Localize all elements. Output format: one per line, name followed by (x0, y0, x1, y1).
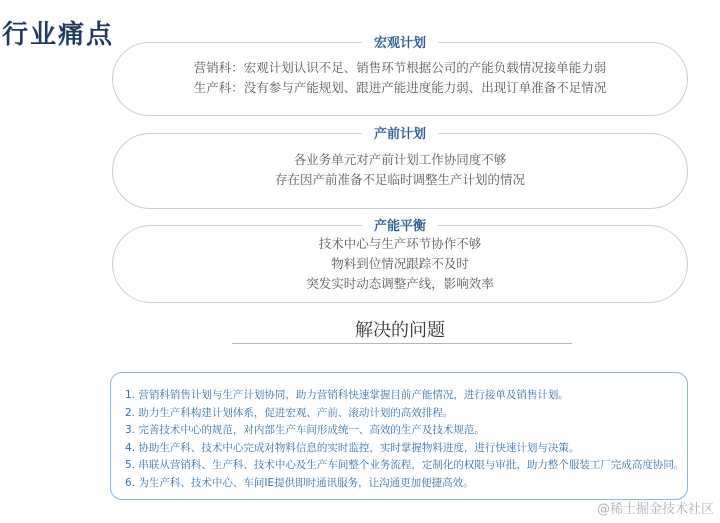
list-item: 5. 串联从营销科、生产科、技术中心及生产车间整个业务流程，定制化的权限与审批，助力整个服装工厂完成高度协同。 (125, 459, 685, 471)
section-lines (113, 150, 687, 190)
section-lines (113, 234, 687, 294)
section-line: 营销科：宏观计划认识不足、销售环节根据公司的产能负载情况接单能力弱 (193, 60, 607, 75)
section-title: 产前计划 (362, 123, 438, 142)
solution-divider (232, 343, 572, 344)
solution-list-box (110, 372, 688, 500)
section-title: 产能平衡 (362, 215, 438, 234)
list-item: 6. 为生产科、技术中心、车间IE提供即时通讯服务，让沟通更加便捷高效。 (125, 476, 474, 489)
pain-point-macro-plan (112, 36, 688, 116)
section-line: 存在因产前准备不足临时调整生产计划的情况 (274, 172, 525, 187)
list-item: 1. 营销科销售计划与生产计划协同，助力营销科快速掌握目前产能情况，进行接单及销售计划。 (125, 389, 569, 401)
section-lines (113, 58, 687, 98)
pain-point-preproduction-plan (112, 127, 688, 209)
watermark: @稀土掘金技术社区 (596, 502, 714, 517)
section-line: 物料到位情况跟踪不及时 (331, 256, 469, 271)
solution-title: 解决的问题 (355, 320, 445, 341)
page-title: 行业痛点 (2, 20, 115, 50)
list-item: 4. 协助生产科、技术中心完成对物料信息的实时监控，实时掌握物料进度，进行快速计划与决策。 (125, 441, 580, 454)
list-item: 3. 完善技术中心的规范，对内部生产车间形成统一、高效的生产及技术规范。 (125, 424, 485, 436)
list-item: 2. 助力生产科构建计划体系，促进宏观、产前、滚动计划的高效排程。 (125, 406, 454, 419)
solution-list (125, 387, 684, 492)
section-line: 突发实时动态调整产线，影响效率 (306, 276, 494, 291)
section-title: 宏观计划 (362, 32, 438, 51)
section-line: 生产科：没有参与产能规划、跟进产能进度能力弱、出现订单准备不足情况 (193, 80, 607, 95)
section-line: 各业务单元对产前计划工作协同度不够 (293, 152, 507, 167)
section-line: 技术中心与生产环节协作不够 (318, 236, 482, 251)
pain-point-capacity-balance (112, 219, 688, 303)
